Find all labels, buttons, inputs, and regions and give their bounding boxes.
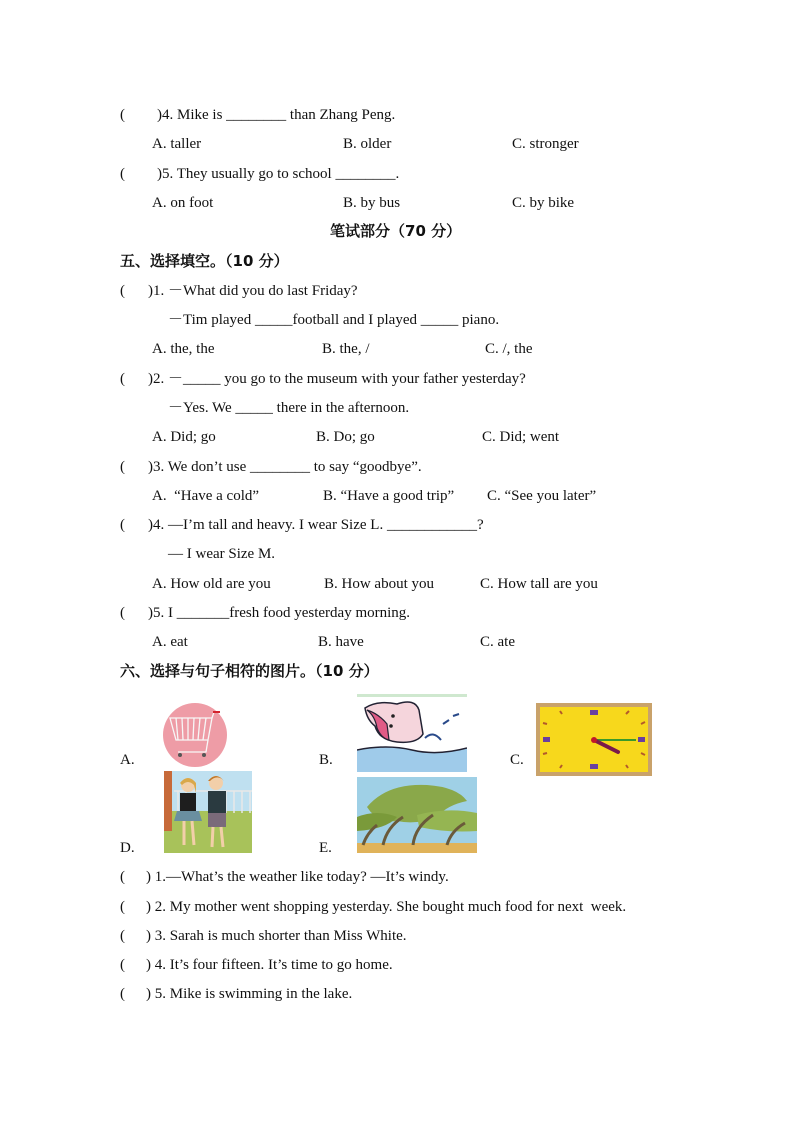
swimmer-icon xyxy=(357,694,467,772)
option-b: B. Do; go xyxy=(316,429,375,445)
picture-label-e: E. xyxy=(319,840,332,856)
answer-paren[interactable]: ( xyxy=(120,957,125,973)
answer-paren[interactable]: ( xyxy=(120,869,125,885)
option-a: A. the, the xyxy=(152,341,215,357)
written-part-title: 笔试部分（70 分） xyxy=(330,222,462,240)
question-sub: －Yes. We _____ there in the afternoon. xyxy=(168,400,410,416)
option-c: C. stronger xyxy=(512,136,579,152)
section5-title: 五、选择填空。（10 分） xyxy=(120,252,289,270)
option-a: A. “Have a cold” xyxy=(152,488,260,504)
option-b: B. older xyxy=(343,136,392,152)
option-b: B. the, / xyxy=(322,341,370,357)
answer-paren[interactable]: ( xyxy=(120,166,125,182)
answer-paren[interactable]: ( xyxy=(120,986,125,1002)
option-c: C. Did; went xyxy=(482,429,560,445)
question-sub: －Tim played _____football and I played _____ piano. xyxy=(168,312,500,328)
answer-paren[interactable]: ( xyxy=(120,899,125,915)
picture-label-a: A. xyxy=(120,752,135,768)
option-c: C. by bike xyxy=(512,195,575,211)
answer-paren[interactable]: ( xyxy=(120,283,125,299)
question-stem: )4. —I’m tall and heavy. I wear Size L. ____________? xyxy=(148,517,484,533)
option-b: B. “Have a good trip” xyxy=(323,488,455,504)
option-a: A. Did; go xyxy=(152,429,216,445)
question-stem: )5. I _______fresh food yesterday morning. xyxy=(148,605,411,621)
picture-label-d: D. xyxy=(120,840,135,856)
matching-sentence: ) 2. My mother went shopping yesterday. She bought much food for next week. xyxy=(146,899,627,915)
option-c: C. “See you later” xyxy=(487,488,597,504)
option-c: C. How tall are you xyxy=(480,576,598,592)
question-stem: )2. －_____ you go to the museum with your father yesterday? xyxy=(148,371,526,387)
question-stem: )3. We don’t use ________ to say “goodbye”. xyxy=(148,459,422,475)
picture-label-c: C. xyxy=(510,752,524,768)
two-girls-icon xyxy=(164,771,252,853)
matching-sentence: ) 3. Sarah is much shorter than Miss White. xyxy=(146,928,407,944)
answer-paren[interactable]: ( xyxy=(120,517,125,533)
option-c: C. ate xyxy=(480,634,515,650)
answer-paren[interactable]: ( xyxy=(120,605,125,621)
question-stem: )4. Mike is ________ than Zhang Peng. xyxy=(157,107,396,123)
matching-sentence: ) 1.—What’s the weather like today? —It’s windy. xyxy=(146,869,449,885)
question-sub: — I wear Size M. xyxy=(168,546,276,562)
matching-sentence: ) 4. It’s four fifteen. It’s time to go home. xyxy=(146,957,393,973)
option-a: A. taller xyxy=(152,136,202,152)
option-b: B. How about you xyxy=(324,576,434,592)
section6-title: 六、选择与句子相符的图片。（10 分） xyxy=(120,662,379,680)
answer-paren[interactable]: ( xyxy=(120,371,125,387)
question-stem: )5. They usually go to school ________. xyxy=(157,166,400,182)
windy-trees-icon xyxy=(357,777,477,853)
option-b: B. by bus xyxy=(343,195,401,211)
answer-paren[interactable]: ( xyxy=(120,107,125,123)
clock-icon xyxy=(536,703,652,776)
answer-paren[interactable]: ( xyxy=(120,459,125,475)
question-stem: )1. －What did you do last Friday? xyxy=(148,283,358,299)
option-a: A. eat xyxy=(152,634,188,650)
matching-sentence: ) 5. Mike is swimming in the lake. xyxy=(146,986,353,1002)
picture-label-b: B. xyxy=(319,752,333,768)
option-a: A. on foot xyxy=(152,195,214,211)
answer-paren[interactable]: ( xyxy=(120,928,125,944)
shopping-cart-icon xyxy=(160,702,230,768)
option-b: B. have xyxy=(318,634,364,650)
option-c: C. /, the xyxy=(485,341,533,357)
option-a: A. How old are you xyxy=(152,576,271,592)
